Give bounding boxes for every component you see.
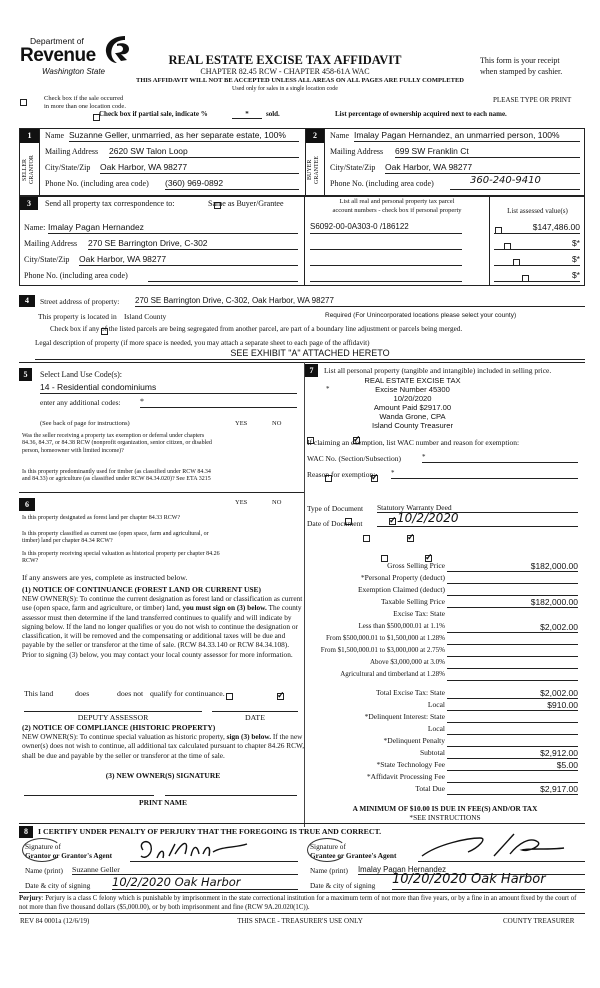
seller-mailing-label: Mailing Address [45,147,99,156]
assessor-date-label: DATE [245,713,265,722]
seller-name-field[interactable]: Suzanne Geller, unmarried, as her separate estate, 100% [69,130,299,142]
document-date-label: Date of Document [307,519,363,528]
stamp-line-3: 10/20/2020 [393,394,432,403]
multi-location-label-2: in more than one location code. [44,103,126,110]
this-land-label: This land [24,689,54,698]
seller-name-label: Name [45,131,65,140]
taxable-selling-label: Taxable Selling Price [380,597,445,606]
document-type-field[interactable]: Statutory Warranty Deed [377,503,578,513]
bracket-2-value[interactable] [447,634,578,645]
section-8-top-rule [19,823,585,824]
segregate-label: Check box if any of the listed parcels are being segregated from another parcel, are part of a boundary line adjustment or parcels being merged. [50,325,463,333]
excise-state-label: Excise Tax: State [393,609,445,618]
q6-current-use-no-checkbox[interactable] [407,535,414,542]
grantor-circle-mark [22,838,62,862]
parcel-header-1: List all real and personal property tax parcel [339,198,455,205]
notice-compliance-text-a: NEW OWNER(S): To continue special valuation as historic property, [22,732,225,741]
please-type-note: PLEASE TYPE OR PRINT [493,96,572,104]
notice-compliance-text-b: If the new owner(s) does not wish to continue, all additional tax calculated pursuant to chapter 84.26 RCW, shall be due and payable by the seller or transferor at the time of sale. [22,732,305,760]
document-date-field[interactable]: 10/2/2020 [377,511,578,527]
receipt-note-2: when stamped by cashier. [480,67,563,76]
delinquent-penalty-value[interactable] [447,736,578,747]
q5-timber-text: Is this property predominantly used for timber (as classified under RCW 84.34 and 84.33) or agriculture (as classified under RCW 84.34.020)? See ETA 3215 [22,469,211,483]
grantee-signature [418,830,568,862]
wac-label: WAC No. (Section/Subsection) [307,454,401,463]
grantor-date-city-field[interactable]: 10/2/2020 Oak Harbor [112,875,298,890]
form-chapter: CHAPTER 82.45 RCW - CHAPTER 458-61A WAC [200,67,370,76]
no-header-6: NO [272,499,282,506]
buyer-city-field[interactable]: Oak Harbor, WA 98277 [385,162,580,174]
buyer-name-field[interactable]: Imalay Pagan Hernandez, an unmarried person, 100% [354,130,580,142]
grantee-date-city-field[interactable]: 10/20/2020 Oak Harbor [392,872,585,890]
grantor-signature-label-2: Grantor or Grantor's Agent [25,851,113,860]
county-treasurer-label: COUNTY TREASURER [503,917,575,925]
perjury-warning [19,895,585,912]
land-use-label: Select Land Use Code(s): [40,370,122,379]
section-6-number: 6 [19,498,35,511]
grantee-name-label: Name (print) [310,866,348,875]
section-7-number: 7 [305,364,318,377]
q5-exemption-text: Was the seller receiving a property tax exemption or deferral under chapters 84.36, 84.37, or 84.38 RCW (nonprofit organization, senior citizen, or disabled person, homeowner with limited income)? [22,433,212,454]
personal-property-deduct-value[interactable] [447,573,578,584]
land-does-not-label: does not [117,689,144,698]
exemption-reason-field[interactable]: * [391,469,578,479]
grantor-date-label: Date & city of signing [25,881,91,890]
total-due-value[interactable]: $2,917.00 [447,784,578,795]
grantor-name-label: Name (print) [25,866,63,875]
section-4-number: 4 [19,295,35,307]
footer-rule [19,913,585,914]
deputy-assessor-label: DEPUTY ASSESSOR [77,713,149,722]
receipt-note-1: This form is your receipt [480,56,560,65]
exemption-claimed-value[interactable] [447,585,578,596]
correspondence-mailing-field[interactable]: 270 SE Barrington Drive, C-302 [88,238,298,250]
yes-header-5: YES [235,420,248,427]
parcel-number-1[interactable]: S6092-00-0A303-0 /186122 [310,222,462,234]
legal-description-field[interactable]: SEE EXHIBIT "A" ATTACHED HERETO [35,348,585,360]
buyer-phone-label: Phone No. (including area code) [330,179,434,188]
see-back-note: (See back of page for instructions) [40,420,130,427]
total-excise-state-value[interactable]: $2,002.00 [447,688,578,699]
county-select[interactable]: Island County [124,312,167,321]
delinquent-interest-state-label: *Delinquent Interest: State [364,712,445,721]
seller-grantor-label: SELLER GRANTOR [22,155,35,185]
parcel-number-2[interactable] [310,238,462,250]
technology-fee-value[interactable]: $5.00 [447,760,578,771]
additional-codes-field[interactable]: * [140,397,297,408]
q6-current-use-text: Is this property classified as current use (open space, farm and agricultural, or timber) land per chapter 84.34 RCW? [22,531,209,545]
bracket-1-value[interactable]: $2,002.00 [447,622,578,633]
document-type-label: Type of Document [307,504,364,513]
parcel-value-3[interactable]: $* [494,254,580,266]
q6-current-use-yes-checkbox[interactable] [363,535,370,542]
correspondence-phone-label: Phone No. (including area code) [24,271,128,280]
land-use-select[interactable]: 14 - Residential condominiums [40,382,297,394]
send-correspondence-label: Send all property tax correspondence to: [45,199,175,208]
notice-continuance-text [22,594,304,659]
located-in-label: This property is located in [38,312,117,321]
bracket-3-label: From $1,500,000.01 to $3,000,000 at 2.75% [320,646,445,654]
additional-codes-label: enter any additional codes: [40,398,121,407]
seller-side-divider [39,129,40,195]
stamp-line-2: Excise Number 45300 [375,385,450,394]
bracket-4-value[interactable] [447,658,578,669]
grantee-name-field[interactable]: Imalay Pagan Hernandez [358,865,585,875]
print-name-label: PRINT NAME [139,798,187,807]
wac-field[interactable]: * [422,453,578,463]
total-due-label: Total Due [415,784,445,793]
personal-property-field[interactable]: * [326,385,330,393]
total-excise-state-label: Total Excise Tax: State [375,688,445,697]
same-as-buyer-label: Same as Buyer/Grantee [208,199,284,208]
stamp-line-1: REAL ESTATE EXCISE TAX [364,376,461,385]
section-6-top-rule [19,492,304,493]
seller-city-label: City/State/Zip [45,163,91,172]
processing-fee-value[interactable] [447,772,578,783]
subtotal-label: Subtotal [419,748,445,757]
single-location-note: Used only for sales in a single location code [232,86,338,92]
notice-compliance-title: (2) NOTICE OF COMPLIANCE (HISTORIC PROPERTY) [22,723,216,732]
section-2-number: 2 [306,129,324,143]
notice-compliance-text [22,732,304,760]
grantee-circle-mark [307,838,347,862]
gross-selling-label: Gross Selling Price [387,561,445,570]
grantor-signature [135,836,255,864]
ownership-note: List percentage of ownership acquired next to each name. [335,110,507,118]
notice-continuance-title: (1) NOTICE OF CONTINUANCE (FOREST LAND OR CURRENT USE) [22,585,262,594]
gross-selling-value[interactable]: $182,000.00 [447,561,578,572]
land-does-label: does [75,689,90,698]
assessor-date-line[interactable] [212,711,298,712]
new-owner-signature-line[interactable] [24,795,154,796]
taxable-selling-value[interactable]: $182,000.00 [447,597,578,608]
form-revision: REV 84 0001a (12/6/19) [20,917,90,925]
grantee-signature-label-2: Grantee or Grantee's Agent [310,851,397,860]
legal-description-label: Legal description of property (if more space is needed, you may attach a separate sheet to each page of the affidavit) [35,339,370,347]
buyer-grantee-label: BUYER GRANTEE [307,156,320,184]
agricultural-value[interactable] [447,670,578,681]
stamp-line-4: Amount Paid $2917.00 [373,403,452,412]
total-excise-local-value[interactable]: $910.00 [447,700,578,711]
correspondence-name-field[interactable]: Imalay Pagan Hernandez [48,222,298,234]
perjury-text: : Perjury is a class C felony which is punishable by imprisonment in the state correctional institution for a maximum term of not more than five years, or by a fine in an amount fixed by the court of not more than five thousand dollars ($5,000.00), or by both imprisonment and fine (RCW 9A.20.020(1C)). [19,895,577,911]
subtotal-value[interactable]: $2,912.00 [447,748,578,759]
see-instructions-note: *SEE INSTRUCTIONS [409,813,481,822]
stamp-line-6: Island County Treasurer [371,421,454,430]
multi-location-label-1: Check box if the sale occurred [44,95,124,102]
dor-logo [20,32,130,77]
yes-header-6: YES [235,499,248,506]
correspondence-name-label: Name: [24,223,46,232]
notice-continuance-text-a: NEW OWNER(S): To continue the current designation as forest land or classification as current use (open space, farm and agriculture, or timber) land, [22,594,303,613]
seller-city-field[interactable]: Oak Harbor, WA 98277 [100,162,299,174]
technology-fee-label: *State Technology Fee [376,760,445,769]
parcel-value-2[interactable]: $* [494,238,580,250]
q6-historic-text: Is this property receiving special valuation as historical property per chapter 84.26 RCW? [22,551,220,565]
bracket-2-label: From $500,000.01 to $1,500,000 at 1.28% [326,634,445,642]
section-5-top-rule [19,362,585,363]
multi-location-checkbox[interactable] [20,99,27,106]
county-required-note: Required (For Unincorporated locations please select your county) [325,312,517,319]
parcel-header-2: account numbers - check box if personal property [332,207,462,214]
new-owner-signature-line-2[interactable] [165,795,297,796]
buyer-mailing-field[interactable]: 699 SW Franklin Ct [395,146,580,158]
form-title: REAL ESTATE EXCISE TAX AFFIDAVIT [168,53,402,67]
logo-revenue: Revenue [20,45,96,66]
street-address-label: Street address of property: [40,297,120,306]
bracket-4-label: Above $3,000,000 at 3.0% [369,658,445,666]
buyer-mailing-label: Mailing Address [330,147,384,156]
completion-warning: THIS AFFIDAVIT WILL NOT BE ACCEPTED UNLESS ALL AREAS ON ALL PAGES ARE FULLY COMPLETED [136,77,464,84]
seller-phone-label: Phone No. (including area code) [45,179,149,188]
processing-fee-label: *Affidavit Processing Fee [366,772,445,781]
notice-continuance-text-b: The county assessor must then determine if the land transferred continues to qualify and will indicate by signing below. If the land no longer qualifies or you do not wish to continue the designation or classification, it will be removed and the compensating or additional taxes will be due and payable by the seller or transferor at the time of sale. (RCW 84.33.140 or RCW 84.34.108). Prior to signing (3) below, you may contact your local county assessor for more information. [22,603,302,659]
q6-forest-text: Is this property designated as forest land per chapter 84.33 RCW? [22,515,181,521]
correspondence-mailing-label: Mailing Address [24,239,78,248]
delinquent-interest-local-value[interactable] [447,724,578,735]
new-owner-signature-label: (3) NEW OWNER(S) SIGNATURE [105,771,221,780]
parcel-value-1[interactable]: $147,486.00 [494,222,580,234]
parcel-value-4[interactable]: $* [494,270,580,282]
assessed-header: List assessed value(s) [507,207,568,215]
treasurer-use-only: THIS SPACE - TREASURER'S USE ONLY [237,917,363,925]
partial-sale-suffix: sold. [266,110,280,118]
delinquent-penalty-label: *Delinquent Penalty [383,736,445,745]
column-divider [304,362,305,827]
section-8-number: 8 [19,826,33,838]
exemption-claimed-label: Exemption Claimed (deduct) [357,585,445,594]
minimum-due-note: A MINIMUM OF $10.00 IS DUE IN FEE(S) AND/OR TAX [352,804,538,813]
buyer-city-label: City/State/Zip [330,163,376,172]
grantee-date-label: Date & city of signing [310,881,376,890]
section-3-number: 3 [20,197,38,210]
grantee-signature-label-1: Signature of [310,842,346,851]
delinquent-interest-local-label: Local [427,724,445,733]
personal-property-label: List all personal property (tangible and intangible) included in selling price. [324,366,552,375]
personal-property-deduct-label: *Personal Property (deduct) [360,573,445,582]
parcel-number-3[interactable] [310,254,462,266]
buyer-name-label: Name [330,131,350,140]
bracket-1-label: Less than $500,000.01 at 1.1% [358,622,445,630]
street-address-field[interactable]: 270 SE Barrington Drive, C-302, Oak Harbor, WA 98277 [135,296,585,307]
buyer-side-divider [324,129,325,195]
logo-dept-line: Department of [30,36,84,46]
correspondence-phone-field[interactable] [148,270,298,282]
dor-swoosh-icon [103,34,131,64]
land-does-not-checkbox[interactable] [277,693,284,700]
seller-phone-field[interactable]: (360) 969-0892 [165,178,299,190]
agricultural-label: Agricultural and timberland at 1.28% [340,670,445,678]
delinquent-interest-state-value[interactable] [447,712,578,723]
correspondence-city-label: City/State/Zip [24,255,70,264]
notice-compliance-bold: sign (3) below. [226,732,272,741]
total-excise-local-label: Local [427,700,445,709]
qualify-label: qualify for continuance. [150,689,225,698]
land-does-checkbox[interactable] [226,693,233,700]
correspondence-city-field[interactable]: Oak Harbor, WA 98277 [79,254,298,266]
stamp-line-5: Wanda Grone, CPA [379,412,446,421]
if-yes-note: If any answers are yes, complete as instructed below. [22,573,188,582]
partial-sale-label: Check box if partial sale, indicate % [99,110,208,118]
footer-top-rule [19,892,585,893]
treasurer-stamp [330,376,495,430]
bracket-3-value[interactable] [447,646,578,657]
buyer-phone-field[interactable]: 360-240-9410 [450,175,580,190]
section-1-number: 1 [20,129,39,143]
perjury-certification: I CERTIFY UNDER PENALTY OF PERJURY THAT THE FOREGOING IS TRUE AND CORRECT. [38,827,382,836]
notice-continuance-bold: you must sign on (3) below. [182,603,267,613]
logo-state: Washington State [42,67,106,76]
grantor-name-field[interactable]: Suzanne Geller [72,865,298,875]
seller-mailing-field[interactable]: 2620 SW Talon Loop [109,146,299,158]
no-header-5: NO [272,420,282,427]
exemption-instruction: If claiming an exemption, list WAC number and reason for exemption: [307,438,520,447]
partial-sale-percent[interactable]: * [232,110,262,119]
parcel-number-4[interactable] [310,270,462,282]
perjury-label: Perjury [19,895,42,902]
exemption-reason-label: Reason for exemption: [307,470,376,479]
section-5-number: 5 [19,368,32,381]
deputy-assessor-line[interactable] [24,711,202,712]
grantor-signature-label-1: Signature of [25,842,61,851]
